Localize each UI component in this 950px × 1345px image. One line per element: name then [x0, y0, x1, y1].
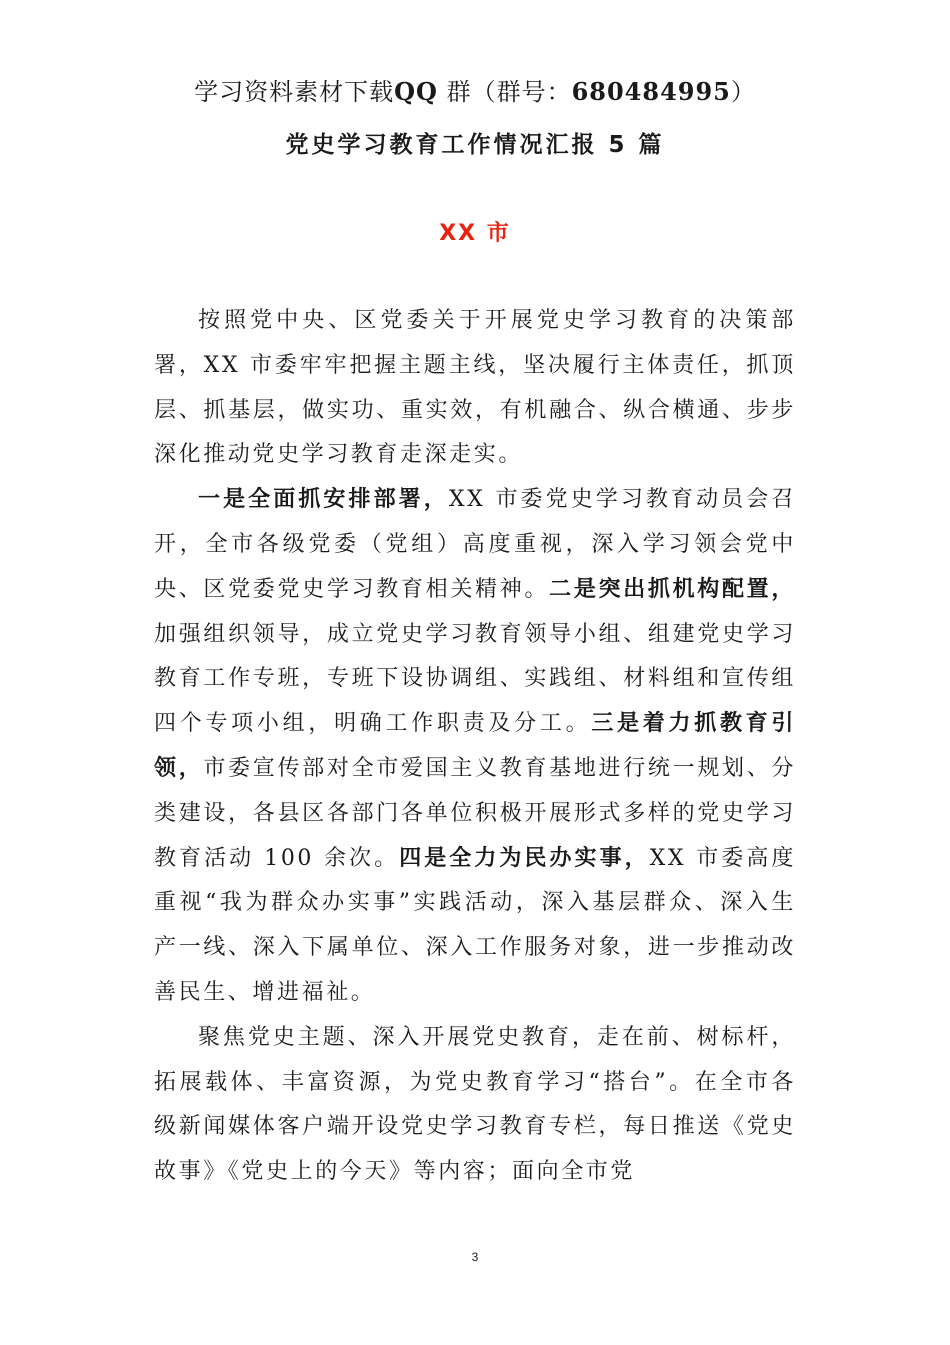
paragraph-focus: 聚焦党史主题、深入开展党史教育，走在前、树标杆，拓展载体、丰富资源，为党史教育学习“搭台”。在全市各级新闻媒体客户端开设党史学习教育专栏，每日推送《党史故事》《党史上的今天》等内容；面向全市党	[154, 1024, 796, 1185]
measure-2-text: 加强组织领导，成立党史学习教育领导小组、组建党史学习教育工作专班，专班下设协调组、实践组、材料组和宣传组四个专项小组，明确工作职责及分工。	[154, 621, 796, 737]
measure-3-text: 市委宣传部对全市爱国主义教育基地进行统一规划、分类建设，各县区各部门各单位积极开展形式多样的党史学习教育活动 100 余次。	[154, 755, 797, 871]
download-group-header	[0, 72, 950, 107]
measure-2-heading: 二是突出抓机构配置，	[549, 576, 796, 602]
measure-1-heading: 一是全面抓安排部署，	[198, 487, 449, 513]
paragraph-measures	[154, 478, 796, 1016]
measure-1-text: XX 市委党史学习教育动员会召开，全市各级党委（党组）高度重视，深入学习领会党中央、区党委党史学习教育相关精神。	[154, 487, 796, 602]
header-prefix: 学习资料素材下载	[194, 78, 395, 106]
paragraph-intro: 按照党中央、区党委关于开展党史学习教育的决策部署，XX 市委牢牢把握主题主线，坚决履行主体责任，抓顶层、抓基层，做实功、重实效，有机融合、纵合横通、步步深化推动党史学习教育走深走实。	[154, 308, 796, 468]
header-group-close: ）	[730, 78, 756, 106]
page-number: 3	[471, 1250, 479, 1264]
header-qq: QQ	[394, 77, 438, 106]
organization-heading: XX 市	[439, 221, 511, 246]
measure-4-heading: 四是全力为民办实事，	[399, 845, 650, 871]
document-body	[154, 299, 796, 1195]
measure-3-heading: 三是着力抓教育引领，	[154, 711, 796, 781]
measure-4-text: XX 市委高度重视“我为群众办实事”实践活动，深入基层群众、深入生产一线、深入下属单位、深入工作服务对象，进一步推动改善民生、增进福祉。	[154, 845, 796, 1005]
header-group-open: 群（群号：	[437, 78, 572, 106]
header-group-number: 680484995	[571, 77, 731, 106]
document-title: 党史学习教育工作情况汇报 5 篇	[285, 132, 665, 158]
